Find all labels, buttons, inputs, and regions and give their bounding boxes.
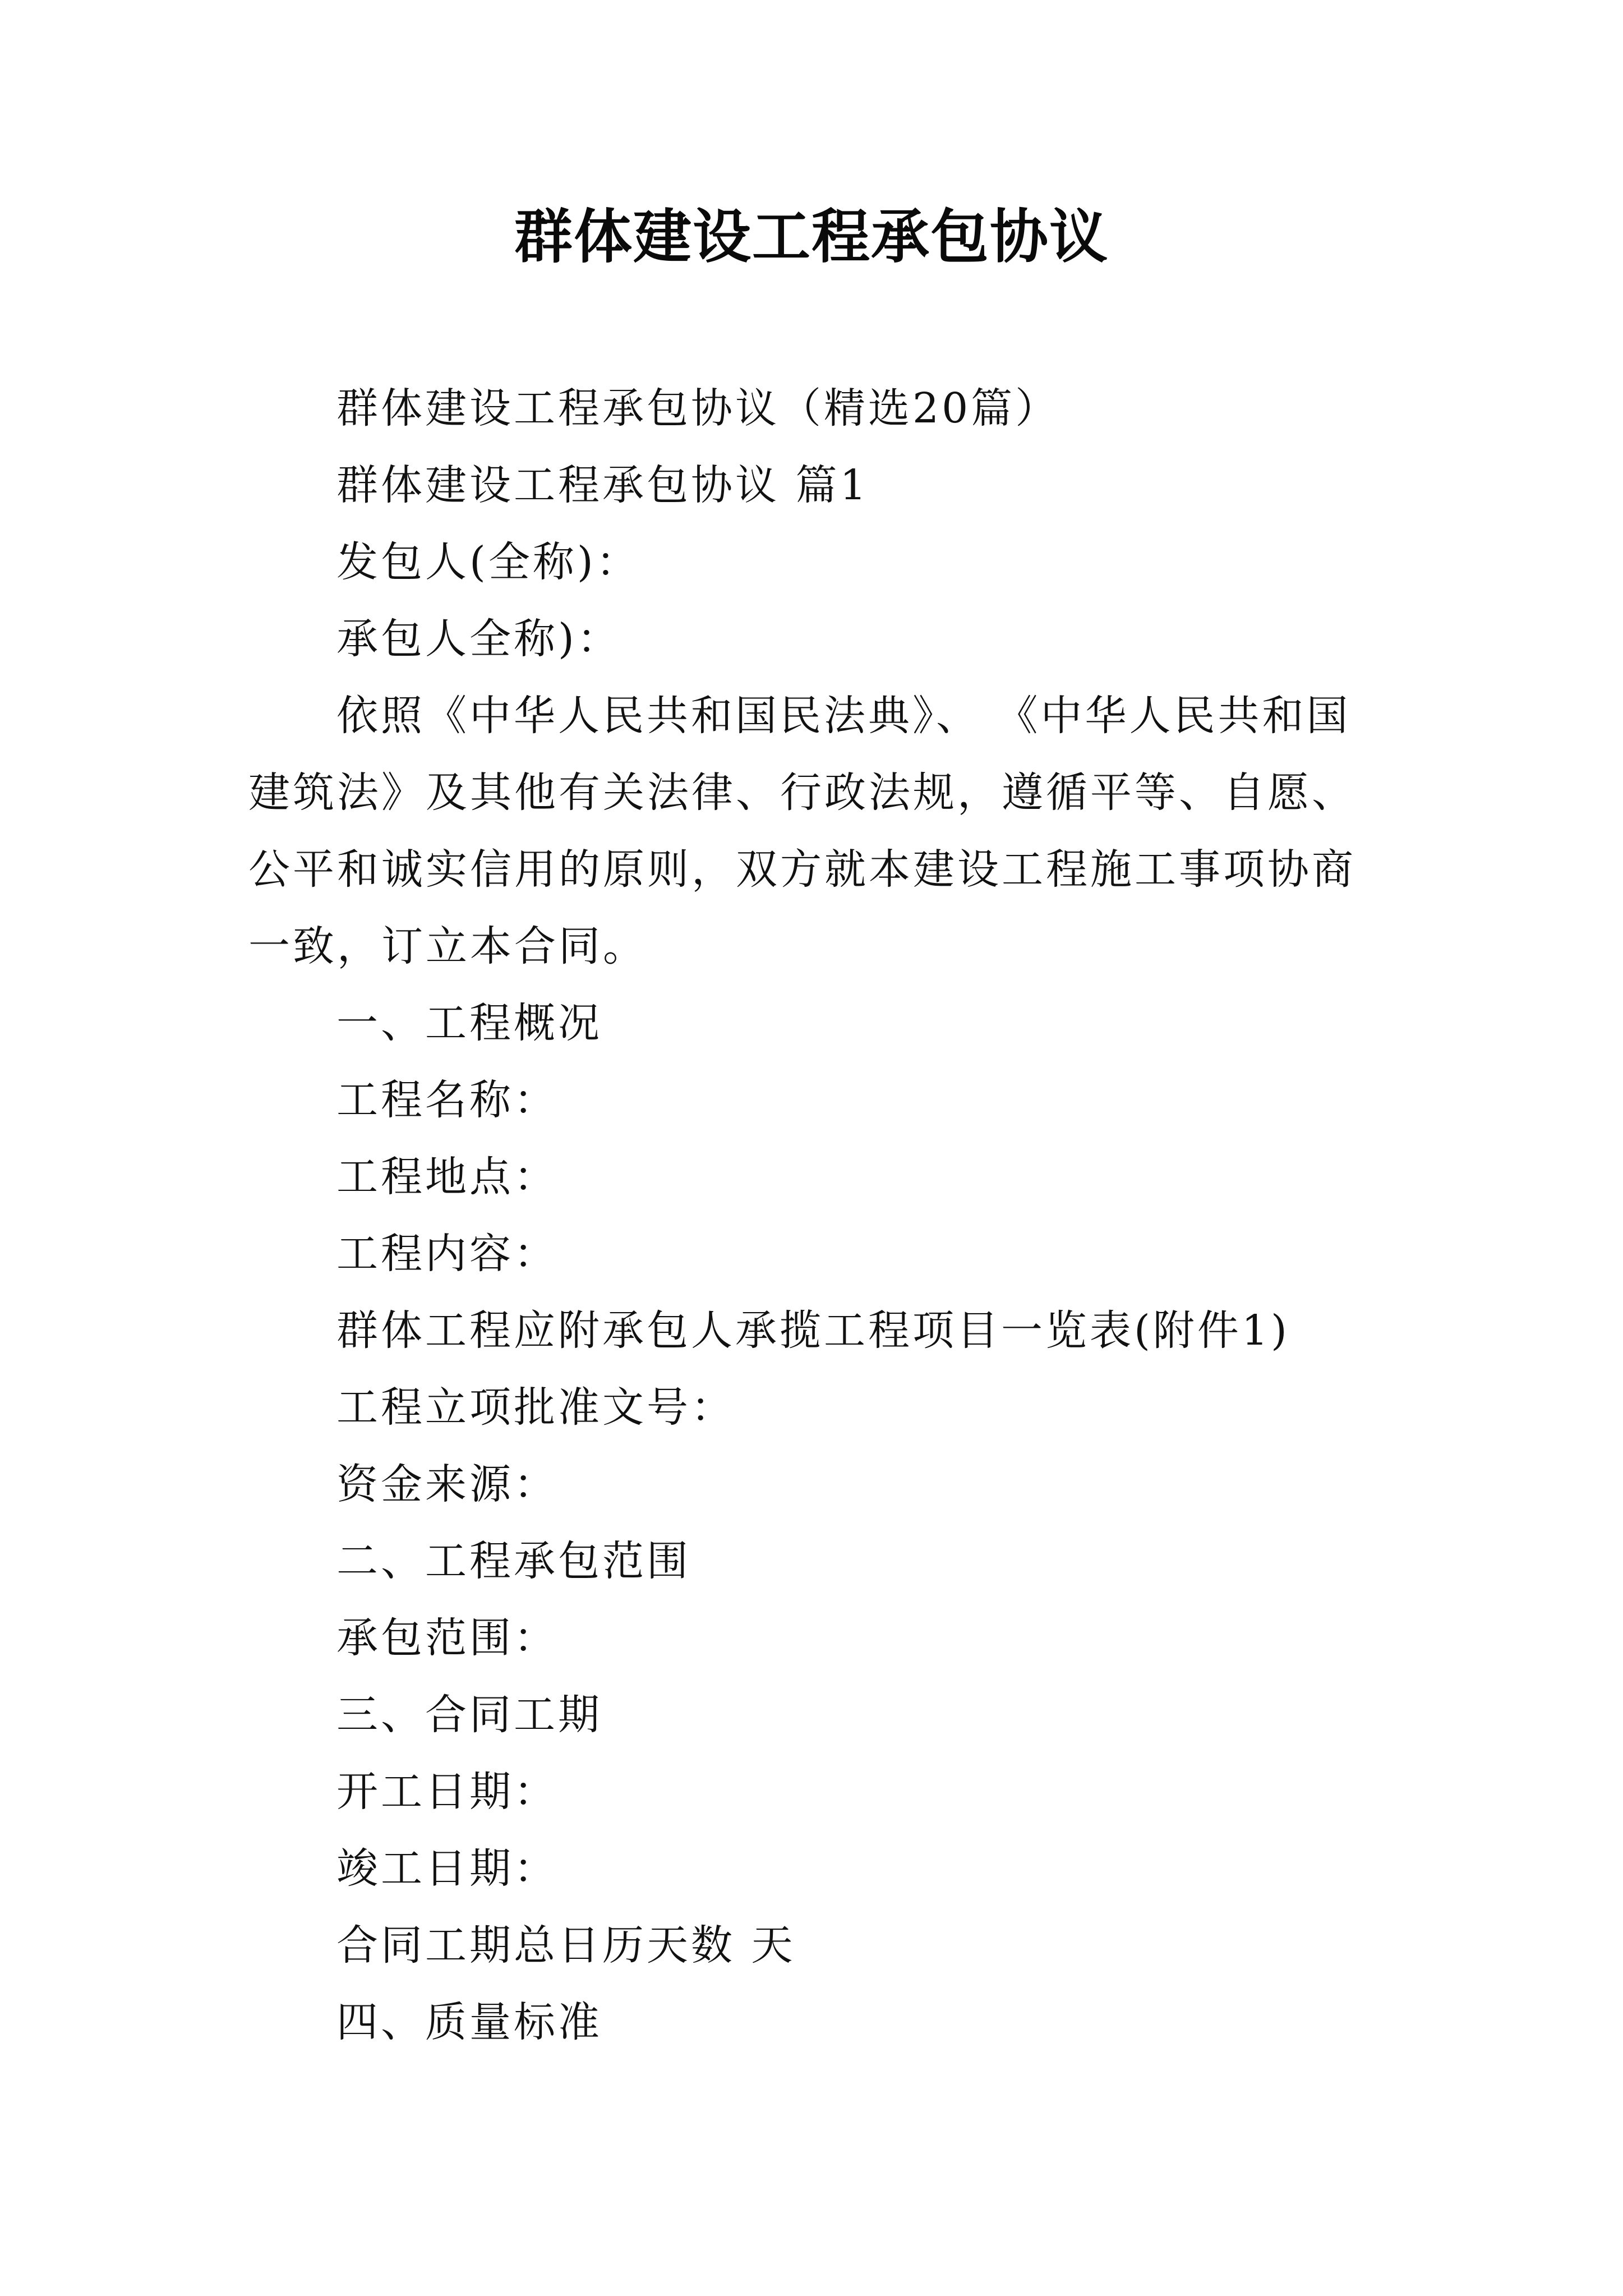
field-total-days: 合同工期总日历天数 天 xyxy=(336,1921,796,1970)
section-heading-quality: 四、质量标准 xyxy=(336,1998,602,2046)
field-project-name: 工程名称： xyxy=(336,1076,558,1124)
field-contract-scope: 承包范围： xyxy=(336,1614,558,1662)
document-body xyxy=(248,370,1381,2061)
section-heading-overview: 一、工程概况 xyxy=(336,999,602,1047)
field-completion-date: 竣工日期： xyxy=(336,1844,558,1893)
paragraph-attachment-note: 群体工程应附承包人承揽工程项目一览表(附件1) xyxy=(336,1306,1290,1355)
section-heading-duration: 三、合同工期 xyxy=(336,1691,602,1739)
paragraph-article-heading: 群体建设工程承包协议 篇1 xyxy=(336,461,869,509)
field-approval-number: 工程立项批准文号： xyxy=(336,1383,735,1432)
field-funding-source: 资金来源： xyxy=(336,1460,558,1508)
paragraph-employer: 发包人(全称)： xyxy=(336,538,640,586)
paragraph-preamble: 依照《中华人民共和国民法典》、 《中华人民共和国建筑法》及其他有关法律、行政法规，遵循平等、自愿、公平和诚实信用的原则，双方就本建设工程施工事项协商一致，订立本合同。 xyxy=(248,692,1356,970)
field-start-date: 开工日期： xyxy=(336,1768,558,1816)
document-title: 群体建设工程承包协议 xyxy=(514,203,1109,271)
paragraph-collection-title: 群体建设工程承包协议（精选20篇） xyxy=(336,384,1060,432)
paragraph-contractor: 承包人全称)： xyxy=(336,615,621,663)
field-project-location: 工程地点： xyxy=(336,1153,558,1201)
field-project-content: 工程内容： xyxy=(336,1230,558,1278)
section-heading-scope: 二、工程承包范围 xyxy=(336,1537,691,1585)
